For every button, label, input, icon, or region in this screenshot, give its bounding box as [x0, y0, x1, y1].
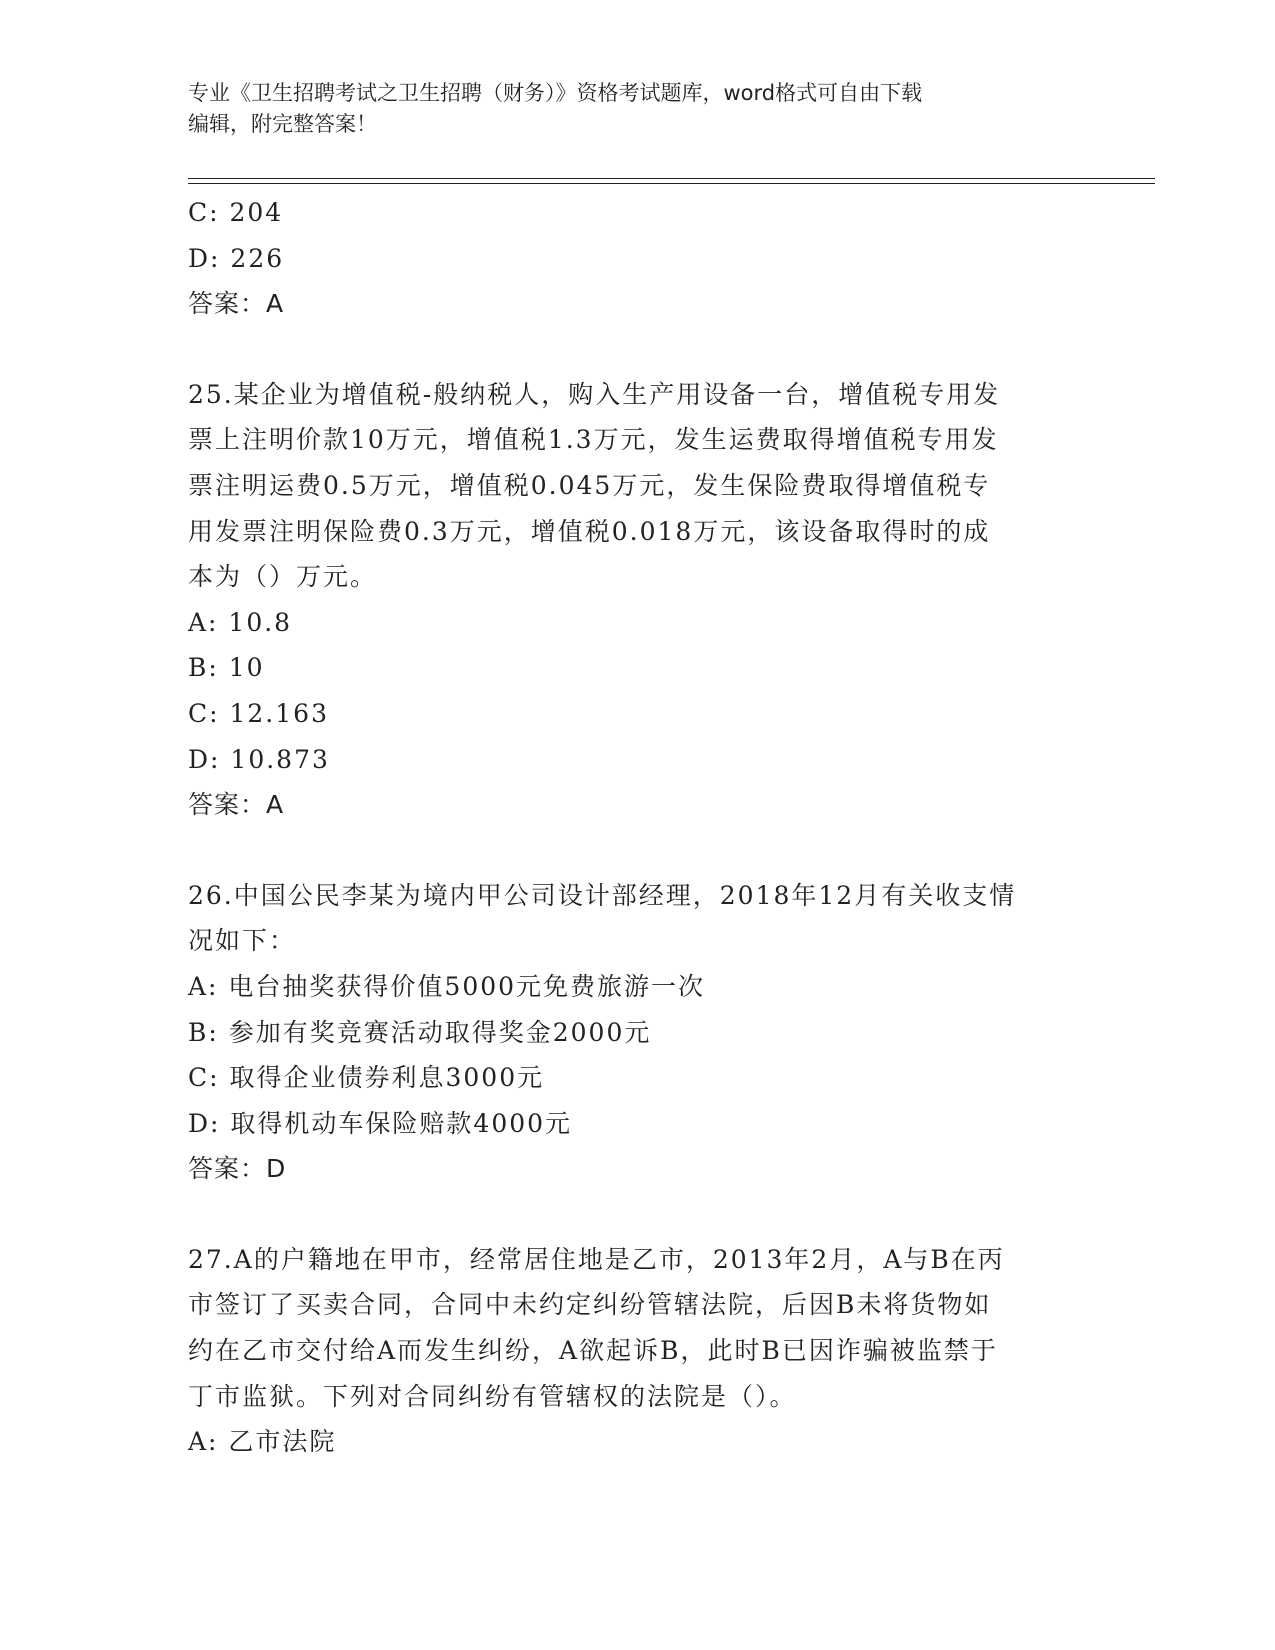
option-a: A: 电台抽奖获得价值5000元免费旅游一次	[188, 971, 706, 1001]
question-text-line: 票注明运费0.5万元，增值税0.045万元，发生保险费取得增值税专	[188, 470, 991, 500]
question-25	[188, 372, 1088, 828]
document-header	[188, 78, 1088, 140]
option-c: C: 204	[188, 198, 284, 227]
option-a: A: 乙市法院	[188, 1427, 337, 1457]
question-text-line: 26.中国公民李某为境内甲公司设计部经理，2018年12月有关收支情	[188, 880, 1017, 910]
question-text-line: 25.某企业为增值税-般纳税人，购入生产用设备一台，增值税专用发	[188, 379, 1001, 409]
header-line-1: 专业《卫生招聘考试之卫生招聘（财务）》资格考试题库，word格式可自由下载	[188, 81, 923, 105]
question-text-line: 约在乙市交付给A而发生纠纷，A欲起诉B，此时B已因诈骗被监禁于	[188, 1336, 998, 1366]
question-text-line: 用发票注明保险费0.3万元，增值税0.018万元，该设备取得时的成	[188, 516, 991, 546]
header-divider-bottom	[188, 183, 1155, 184]
question-text-line: 市签订了买卖合同，合同中未约定纠纷管辖法院，后因B未将货物如	[188, 1290, 992, 1320]
option-a: A: 10.8	[188, 607, 293, 637]
option-d: D: 取得机动车保险赔款4000元	[188, 1108, 573, 1138]
question-content	[188, 190, 1088, 1465]
question-text-line: 票上注明价款10万元，增值税1.3万元，发生运费取得增值税专用发	[188, 425, 999, 455]
question-text-line: 况如下：	[188, 926, 297, 956]
question-text-line: 丁市监狱。下列对合同纠纷有管辖权的法院是（）。	[188, 1381, 797, 1411]
question-26	[188, 873, 1088, 1192]
answer-line: 答案：A	[188, 790, 285, 820]
header-divider-top	[188, 178, 1155, 179]
question-text-line: 本为（）万元。	[188, 562, 378, 592]
option-c: C: 12.163	[188, 698, 329, 728]
question-27	[188, 1237, 1088, 1465]
answer-line: 答案：A	[188, 289, 285, 319]
option-d: D: 10.873	[188, 744, 330, 774]
option-b: B: 参加有奖竞赛活动取得奖金2000元	[188, 1017, 652, 1047]
answer-line: 答案：D	[188, 1154, 287, 1184]
option-b: B: 10	[188, 653, 265, 683]
header-line-2: 编辑，附完整答案！	[188, 112, 377, 136]
previous-question-tail	[188, 190, 1088, 327]
question-text-line: 27.A的户籍地在甲市，经常居住地是乙市，2013年2月，A与B在丙	[188, 1244, 1005, 1274]
option-c: C: 取得企业债券利息3000元	[188, 1063, 545, 1093]
option-d: D: 226	[188, 243, 285, 273]
